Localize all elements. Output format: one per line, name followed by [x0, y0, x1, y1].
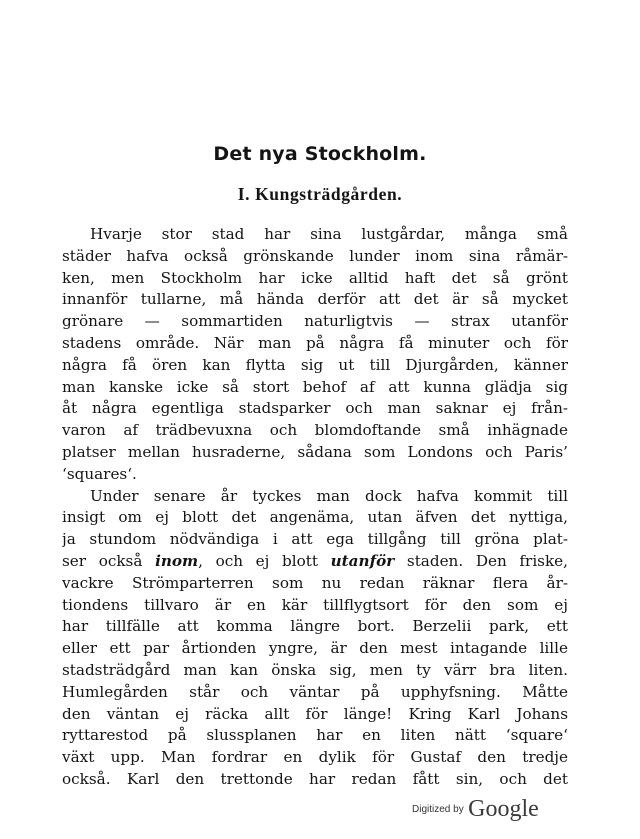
- text-run: staden. Den friske,: [394, 551, 568, 570]
- text-line-mixed: [62, 551, 568, 573]
- text-line: innanför tullarne, må hända derför att det är så mycket: [62, 290, 568, 309]
- text-line: vackre Strömparterren som nu redan räknar flera år-: [62, 573, 568, 592]
- text-line: stadsträdgård man kan önska sig, men ty värr bra liten.: [62, 660, 568, 679]
- emphasis-utanfor: utanför: [330, 551, 395, 570]
- text-line: har tillfälle att komma längre bort. Berzelii park, ett: [62, 617, 568, 636]
- text-line: ja stundom nödvändiga i att ega tillgång till gröna plat-: [62, 530, 568, 549]
- text-line: Under senare år tyckes man dock hafva kommit till: [90, 486, 568, 505]
- chapter-title: Det nya Stockholm.: [213, 143, 427, 165]
- text-line: grönare — sommartiden naturligtvis — strax utanför: [62, 312, 568, 331]
- text-run: ser också: [62, 551, 156, 570]
- text-line: stadens område. När man på några få minuter och för: [62, 333, 568, 352]
- text-line: eller ett par årtionden yngre, är den mest intagande lille: [62, 639, 568, 658]
- text-line: varon af trädbevuxna och blomdoftande små inhägnade: [62, 421, 568, 440]
- text-line: ‘squares‘.: [62, 464, 137, 483]
- digitized-footer: [412, 796, 539, 823]
- text-line: insigt om ej blott det angenäma, utan äfven det nyttiga,: [62, 508, 568, 527]
- text-line: Humlegården står och väntar på upphyfsning. Måtte: [62, 682, 568, 701]
- text-line: man kanske icke så stort behof af att kunna glädja sig: [62, 377, 568, 396]
- google-logo: Google: [468, 796, 539, 822]
- text-line: växt upp. Man fordrar en dylik för Gustaf den tredje: [62, 748, 568, 767]
- text-line: städer hafva också grönskande lunder inom sina råmär-: [62, 246, 568, 265]
- digitized-label: Digitized by: [412, 804, 464, 815]
- text-line: några få ören kan flytta sig ut till Djurgården, känner: [62, 355, 568, 374]
- body-text: [62, 224, 568, 791]
- emphasis-inom: inom: [155, 551, 199, 570]
- section-subtitle: I. Kungsträdgården.: [237, 184, 403, 204]
- text-line: också. Karl den trettonde har redan fått sin, och det: [62, 769, 568, 788]
- text-line: den väntan ej räcka allt för länge! Kring Karl Johans: [62, 704, 568, 723]
- text-line: tiondens tillvaro är en kär tillflygtsort för den som ej: [62, 595, 568, 614]
- text-line: platser mellan husraderne, sådana som Londons och Paris’: [62, 442, 568, 461]
- text-line: ryttarestod på slussplanen har en liten nätt ‘square‘: [62, 726, 568, 745]
- text-run: , och ej blott: [198, 551, 331, 570]
- text-line: Hvarje stor stad har sina lustgårdar, många små: [90, 225, 568, 243]
- text-line: åt några egentliga stadsparker och man saknar ej från-: [62, 399, 568, 418]
- text-line: ken, men Stockholm har icke alltid haft det så grönt: [62, 268, 568, 287]
